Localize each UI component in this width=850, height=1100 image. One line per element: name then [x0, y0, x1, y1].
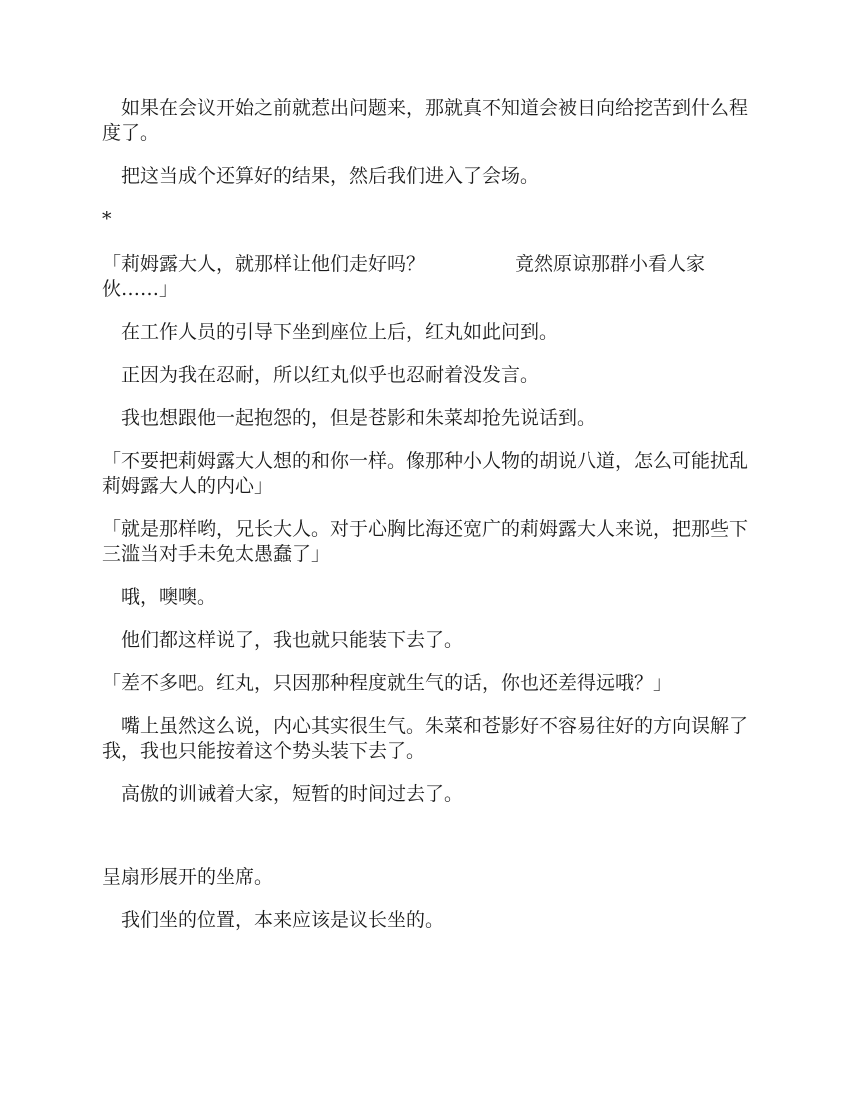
dialogue-benimaru-question: [102, 252, 750, 302]
paragraph-11: 他们都这样说了，我也就只能装下去了。: [121, 629, 464, 651]
paragraph-10: 哦，噢噢。: [121, 586, 217, 608]
document-page: [102, 96, 750, 951]
paragraph-15: 呈扇形展开的坐席。: [102, 866, 274, 888]
dialogue-soei: 「不要把莉姆露大人想的和你一样。像那种小人物的胡说八道，怎么可能扰乱莉姆露大人的内心」: [102, 450, 749, 497]
paragraph-13: 嘴上虽然这么说，内心其实很生气。朱菜和苍影好不容易往好的方向误解了我，我也只能按着这个势头装下去了。: [102, 715, 749, 762]
dialogue-part-2: 竟然原谅那群小看人家伙……」: [102, 253, 706, 300]
paragraph-14: 高傲的训诫着大家，短暂的时间过去了。: [121, 783, 464, 805]
paragraph-5: 在工作人员的引导下坐到座位上后，红丸如此问到。: [121, 321, 559, 343]
dialogue-part-1: 「莉姆露大人，就那样让他们走好吗？: [102, 253, 426, 275]
scene-separator: *: [102, 208, 112, 230]
paragraph-7: 我也想跟他一起抱怨的，但是苍影和朱菜却抢先说话到。: [121, 407, 597, 429]
paragraph-6: 正因为我在忍耐，所以红丸似乎也忍耐着没发言。: [121, 364, 540, 386]
paragraph-16: 我们坐的位置，本来应该是议长坐的。: [121, 909, 445, 931]
dialogue-shuna: 「就是那样哟，兄长大人。对于心胸比海还宽广的莉姆露大人来说，把那些下三滥当对手未免太愚蠢了」: [102, 518, 749, 565]
paragraph-2: 把这当成个还算好的结果，然后我们进入了会场。: [121, 165, 540, 187]
dialogue-rimuru: 「差不多吧。红丸，只因那种程度就生气的话，你也还差得远哦？」: [102, 672, 673, 694]
paragraph-1: 如果在会议开始之前就惹出问题来，那就真不知道会被日向给挖苦到什么程度了。: [102, 97, 749, 144]
